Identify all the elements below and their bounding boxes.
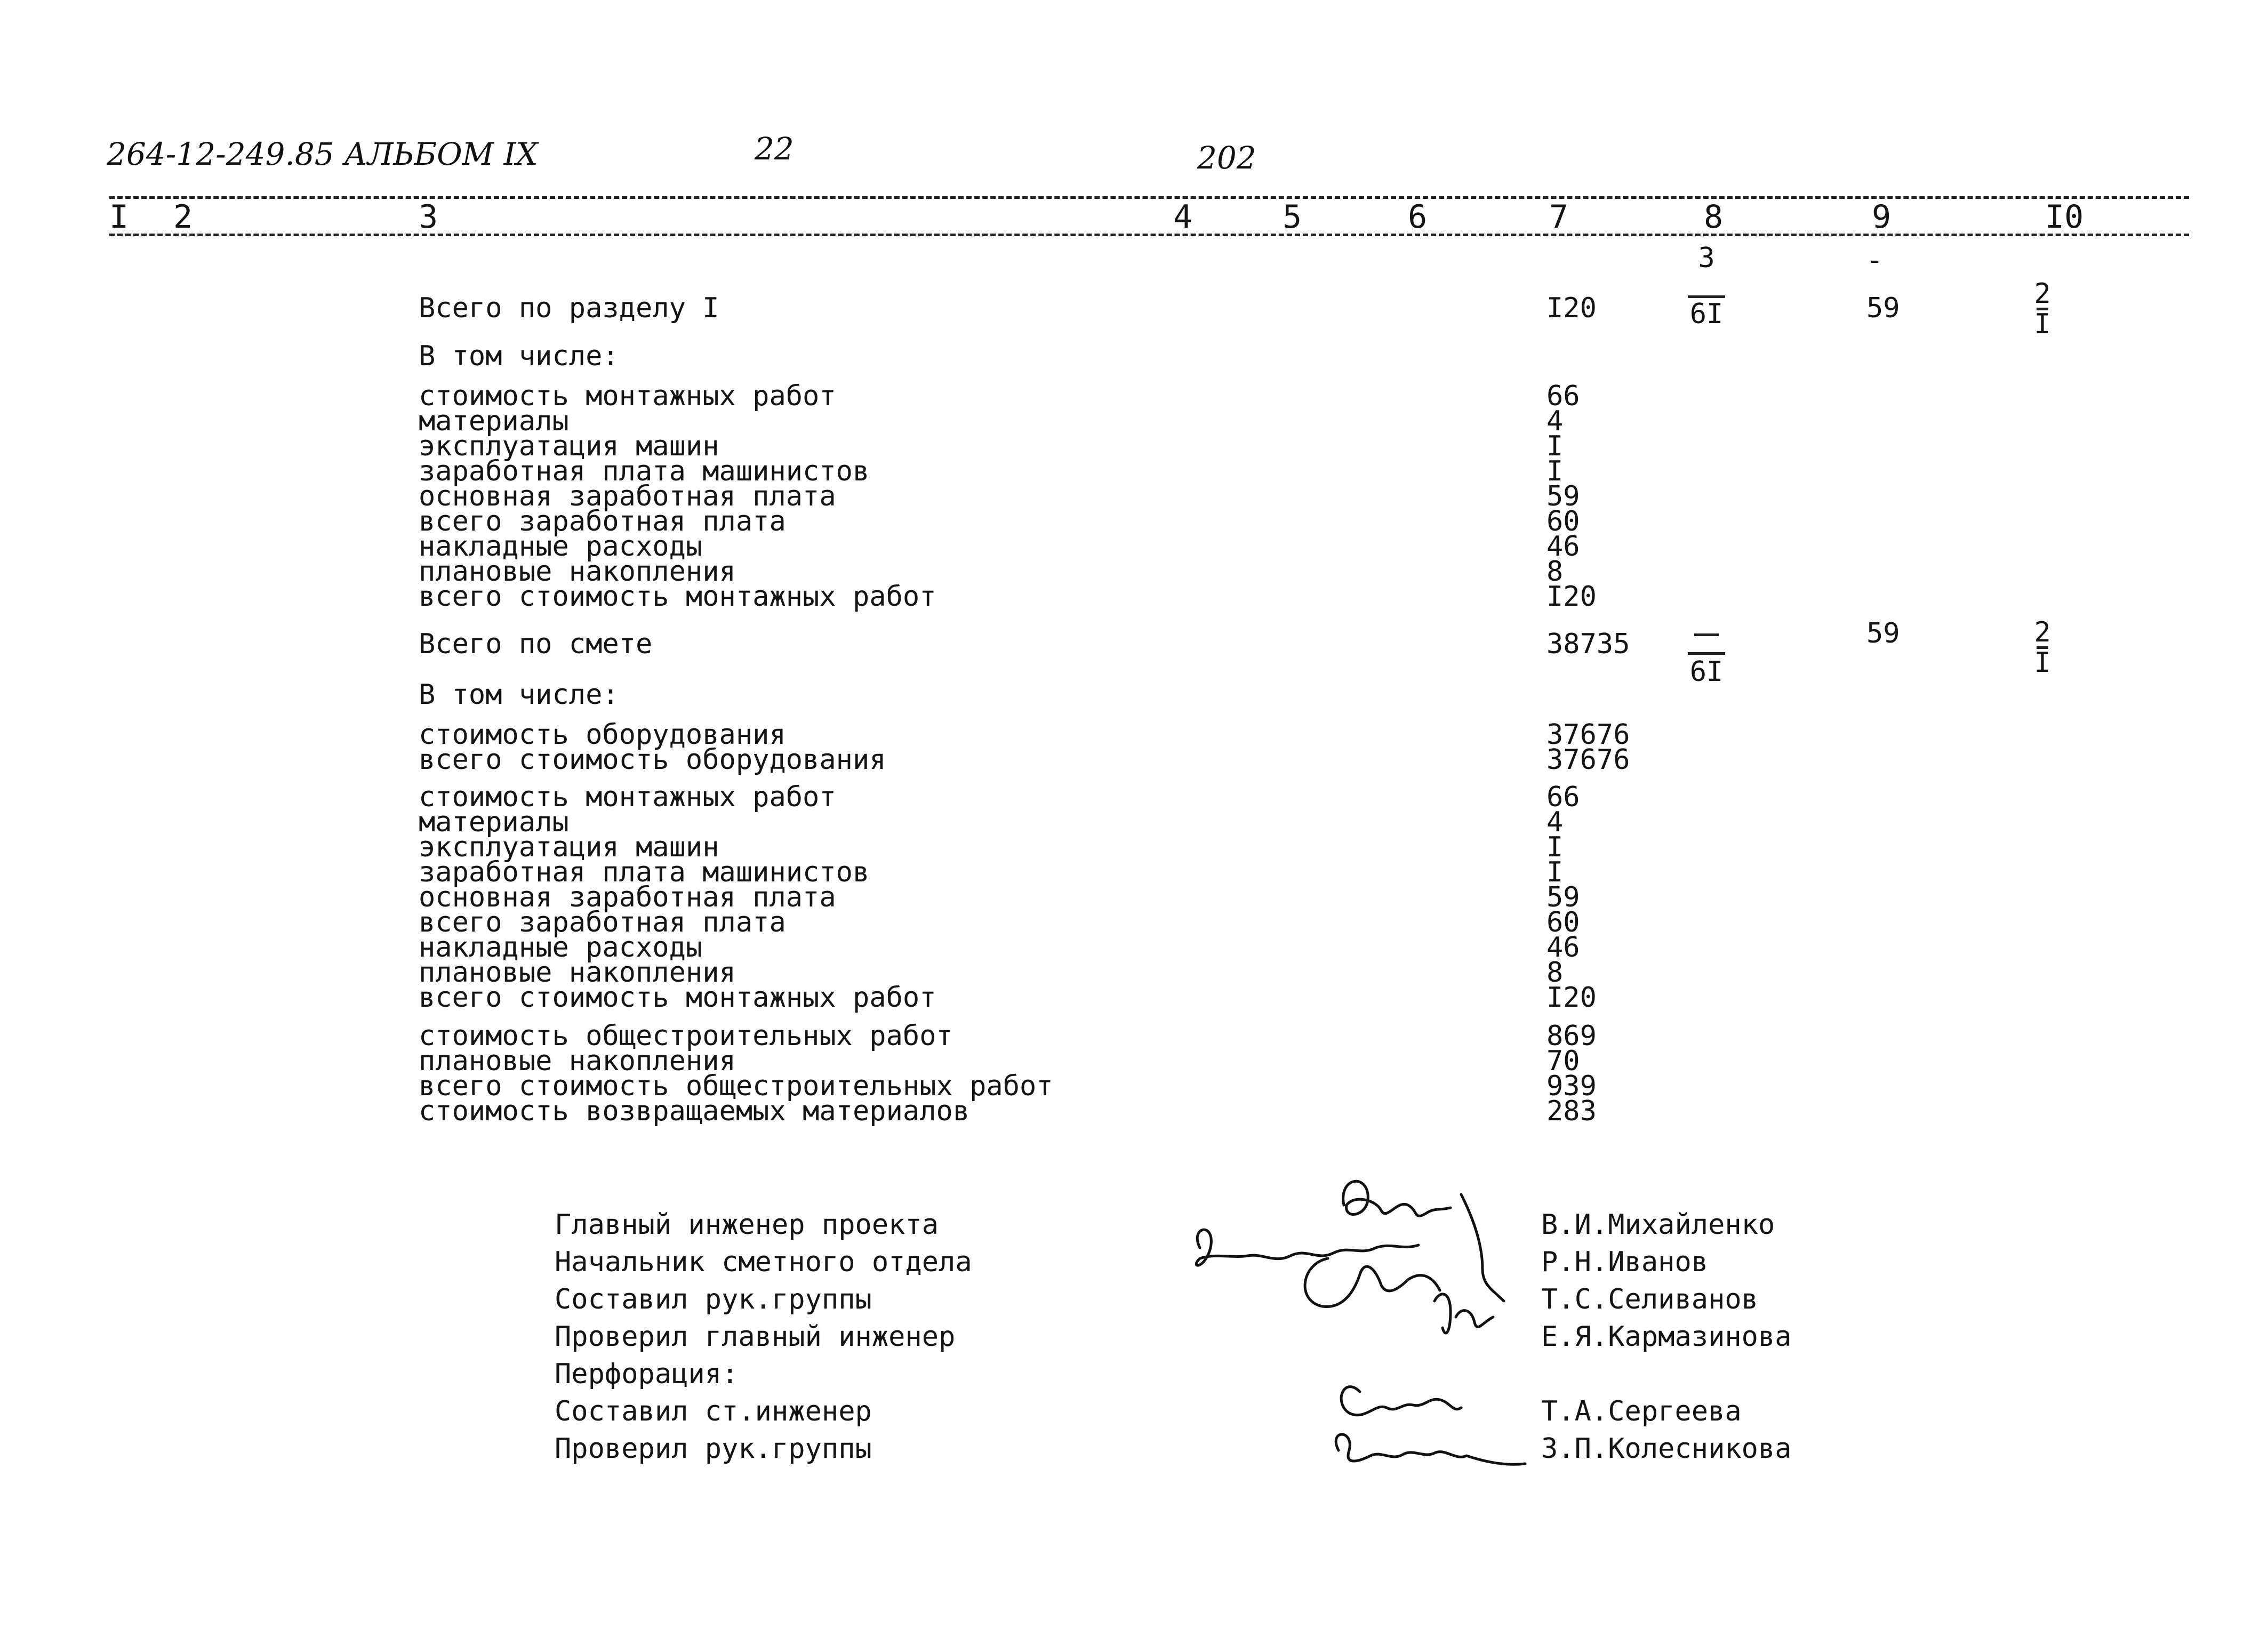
list-item-label: заработная плата машинистов [419,455,870,487]
list-item-label: материалы [419,405,569,437]
section-total-col9-top: - [1866,244,1884,276]
estimate-total-col9: 59 [1866,617,1900,649]
list-item-label: всего заработная плата [419,505,786,537]
column-number: I0 [2045,198,2084,236]
signature-role: Составил ст.инженер [555,1395,872,1427]
fraction-bar [1694,633,1719,636]
estimate-total-col10-top: 2 [2034,616,2051,648]
estimate-total-col10 [2024,616,2061,679]
signature-name: Т.А.Сергеева [1541,1395,1742,1427]
list-item-label: всего стоимость монтажных работ [419,581,936,613]
signature-name: В.И.Михайленко [1541,1209,1775,1241]
list-item-label: основная заработная плата [419,480,836,512]
list-item-label: всего заработная плата [419,906,786,938]
signature-role: Проверил рук.группы [555,1433,872,1465]
list-item-label: всего стоимость общестроительных работ [419,1070,1053,1102]
list-item-label: всего стоимость монтажных работ [419,982,936,1014]
list-item-value: 939 [1546,1070,1597,1102]
list-item-value: 4 [1546,806,1564,838]
section-total-col8-bottom: 6I [1689,298,1724,330]
section-total-col9: 59 [1866,292,1900,324]
in-that-number-heading: В том числе: [419,340,619,372]
list-item-value: 59 [1546,881,1580,913]
list-item-value: 8 [1546,957,1564,989]
column-number: 7 [1549,198,1569,236]
column-number: I [109,198,129,236]
list-item-label: стоимость монтажных работ [419,781,836,813]
list-item-label: всего стоимость оборудования [419,744,886,776]
list-item-value: 37676 [1546,744,1630,776]
column-number: 8 [1704,198,1724,236]
signature-role: Перфорация: [555,1358,739,1390]
list-item-value: 66 [1546,781,1580,813]
estimate-total-col10-bottom: I [2034,647,2051,679]
section-total-col8 [1688,244,1725,328]
list-item-label: материалы [419,806,569,838]
signature-role: Главный инженер проекта [555,1209,939,1241]
list-item-value: I20 [1546,982,1597,1014]
document-mark: 22 [755,131,794,167]
section-total-col10-bottom: I [2034,308,2051,340]
section-total-col7: I20 [1546,292,1597,324]
list-item-value: I [1546,430,1564,462]
list-item-label: стоимость общестроительных работ [419,1020,953,1052]
list-item-label: стоимость монтажных работ [419,380,836,412]
document-code: 264-12-249.85 АЛЬБОМ IX [107,136,538,172]
list-item-value: 283 [1546,1095,1597,1127]
list-item-value: 66 [1546,380,1580,412]
signature-role: Проверил главный инженер [555,1321,956,1353]
page-number: 202 [1197,140,1256,176]
list-item-label: накладные расходы [419,932,703,964]
list-item-value: 4 [1546,405,1564,437]
estimate-total-col8-bottom: 6I [1689,656,1724,688]
list-item-value: 70 [1546,1045,1580,1077]
section-total-label: Всего по разделу I [419,292,719,324]
list-item-label: эксплуатация машин [419,430,719,462]
section-total-col10-top: 2 [2034,278,2051,310]
column-number: 9 [1872,198,1892,236]
in-that-number-heading: В том числе: [419,679,619,711]
list-item-label: эксплуатация машин [419,831,719,863]
list-item-label: плановые накопления [419,556,736,588]
signature-name: Т.С.Селиванов [1541,1283,1758,1315]
fraction-bar [1688,652,1725,655]
estimate-total-col8 [1688,629,1725,686]
column-number: 4 [1173,198,1193,236]
signature-name: З.П.Колесникова [1541,1433,1792,1465]
list-item-value: 46 [1546,531,1580,563]
list-item-label: плановые накопления [419,1045,736,1077]
list-item-label: плановые накопления [419,957,736,989]
column-number: 6 [1408,198,1428,236]
estimate-total-col7: 38735 [1546,628,1630,660]
signature-role: Начальник сметного отдела [555,1246,972,1278]
list-item-value: 8 [1546,556,1564,588]
list-item-label: заработная плата машинистов [419,856,870,888]
list-item-value: 60 [1546,505,1580,537]
signature-scribbles [1184,1162,1530,1482]
estimate-total-label: Всего по смете [419,628,653,660]
list-item-value: 37676 [1546,719,1630,751]
column-number: 5 [1283,198,1302,236]
list-item-value: 60 [1546,906,1580,938]
list-item-label: накладные расходы [419,531,703,563]
list-item-value: 59 [1546,480,1580,512]
section-total-col8-top: 3 [1698,242,1715,274]
column-number: 2 [173,198,193,236]
list-item-label: основная заработная плата [419,881,836,913]
signature-name: Е.Я.Кармазинова [1541,1321,1792,1353]
list-item-value: I [1546,856,1564,888]
list-item-value: I20 [1546,581,1597,613]
section-total-col10 [2024,280,2061,338]
signature-role: Составил рук.группы [555,1283,872,1315]
list-item-label: стоимость оборудования [419,719,786,751]
list-item-label: стоимость возвращаемых материалов [419,1095,970,1127]
signature-name: Р.Н.Иванов [1541,1246,1709,1278]
list-item-value: I [1546,455,1564,487]
list-item-value: 46 [1546,932,1580,964]
column-number: 3 [419,198,438,236]
list-item-value: I [1546,831,1564,863]
list-item-value: 869 [1546,1020,1597,1052]
